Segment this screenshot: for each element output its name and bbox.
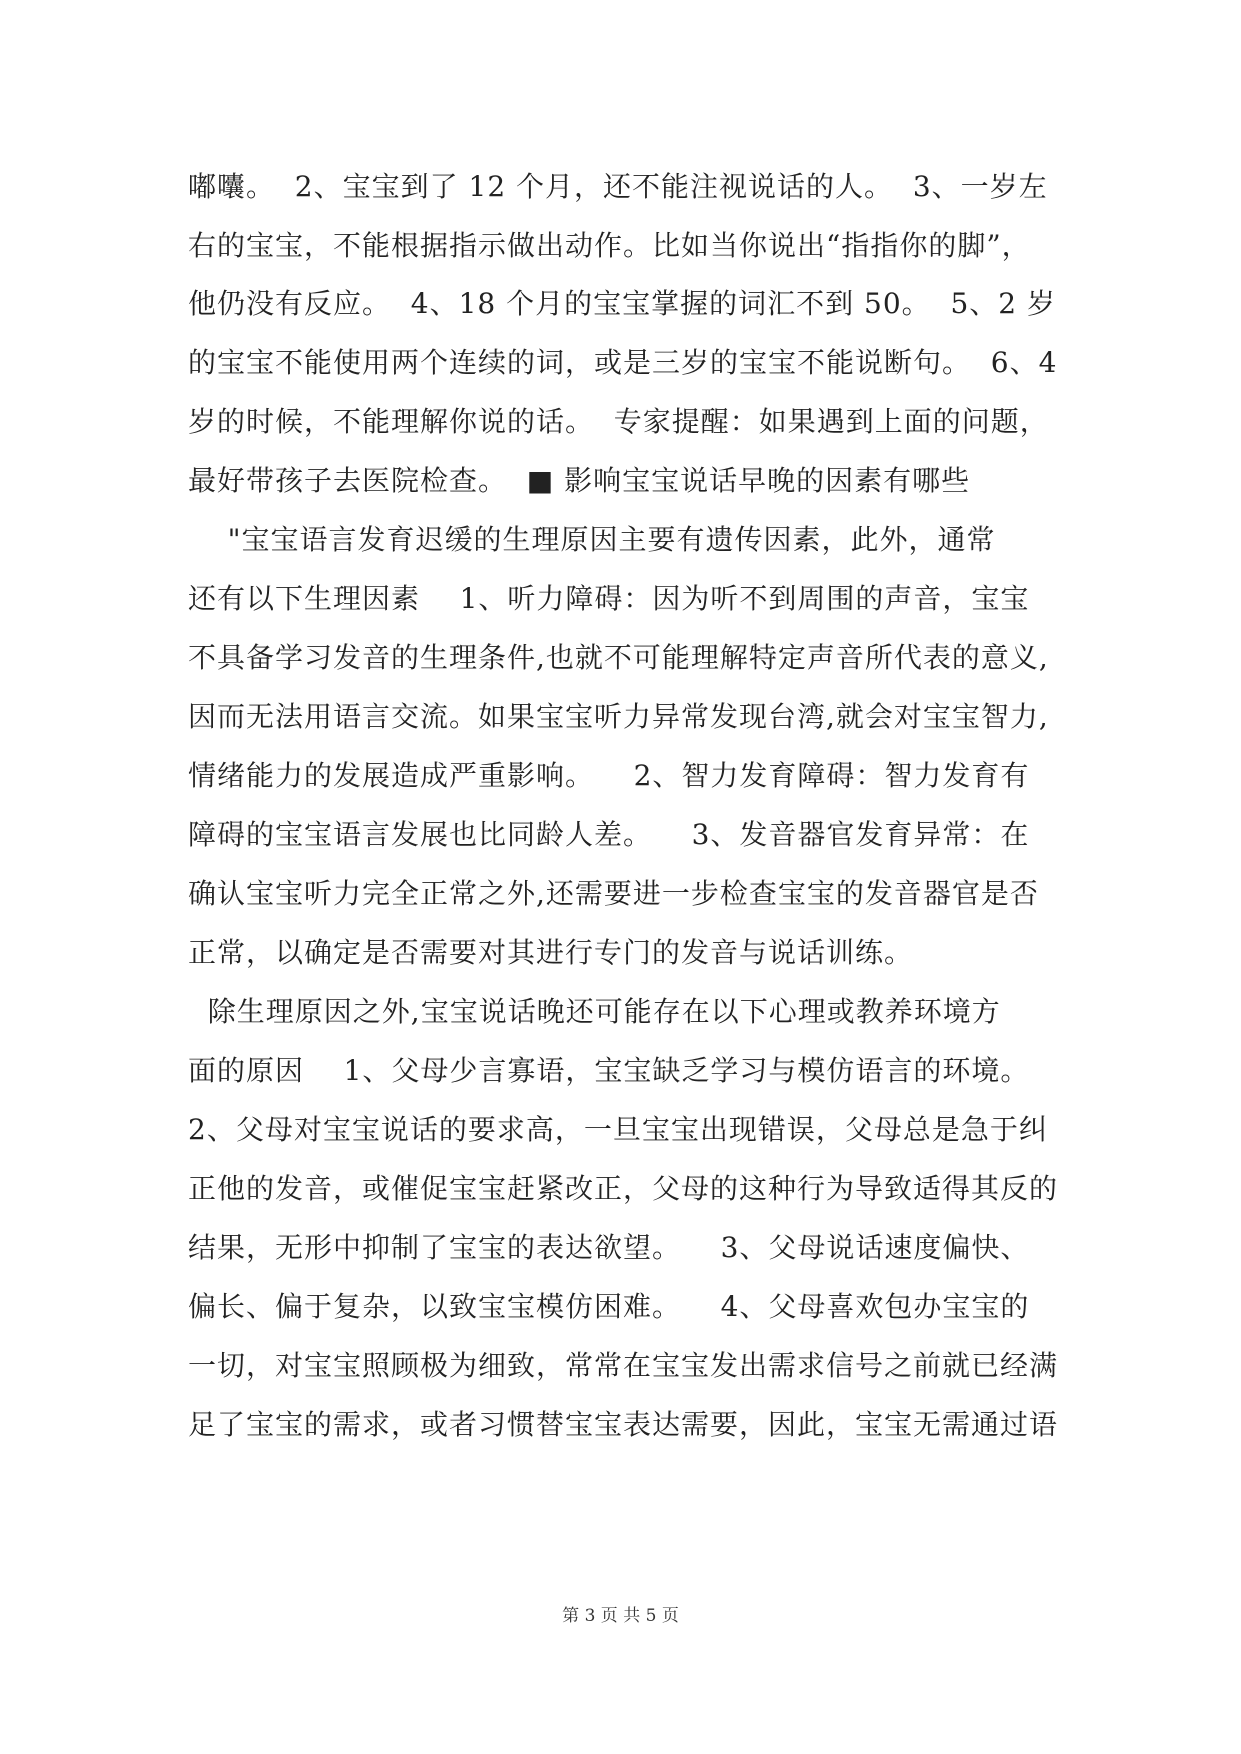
body-text-line: 正他的发音，或催促宝宝赶紧改正，父母的这种行为导致适得其反的: [188, 1172, 1059, 1205]
body-text-line: 面的原因 1、父母少言寡语，宝宝缺乏学习与模仿语言的环境。: [188, 1054, 1030, 1087]
body-text-line: 的宝宝不能使用两个连续的词，或是三岁的宝宝不能说断句。 6、4: [188, 346, 1058, 379]
section-heading-line: 最好带孩子去医院检查。 ■ 影响宝宝说话早晚的因素有哪些: [188, 464, 971, 497]
body-text-line: 足了宝宝的需求，或者习惯替宝宝表达需要，因此，宝宝无需通过语: [188, 1408, 1059, 1441]
body-text-line: 除生理原因之外,宝宝说话晚还可能存在以下心理或教养环境方: [188, 995, 1001, 1028]
body-text-line: 情绪能力的发展造成严重影响。 2、智力发育障碍：智力发育有: [188, 759, 1030, 792]
body-text-line: 嘟囔。 2、宝宝到了 12 个月，还不能注视说话的人。 3、一岁左: [188, 170, 1048, 203]
body-text-line: 不具备学习发音的生理条件,也就不可能理解特定声音所代表的意义,: [188, 641, 1049, 674]
body-text-line: 偏长、偏于复杂，以致宝宝模仿困难。 4、父母喜欢包办宝宝的: [188, 1290, 1030, 1323]
body-text-line: 还有以下生理因素 1、听力障碍：因为听不到周围的声音，宝宝: [188, 582, 1030, 615]
body-text-line: 障碍的宝宝语言发展也比同龄人差。 3、发音器官发育异常：在: [188, 818, 1030, 851]
body-text-line: 确认宝宝听力完全正常之外,还需要进一步检查宝宝的发音器官是否: [188, 877, 1039, 910]
body-text-line: 一切，对宝宝照顾极为细致，常常在宝宝发出需求信号之前就已经满: [188, 1349, 1059, 1382]
body-text-line: 岁的时候，不能理解你说的话。 专家提醒：如果遇到上面的问题，: [188, 405, 1049, 438]
body-text-line: 右的宝宝，不能根据指示做出动作。比如当你说出“指指你的脚”，: [188, 229, 1031, 262]
body-text-line: 正常，以确定是否需要对其进行专门的发音与说话训练。: [188, 936, 914, 969]
page-number-footer: 第 3 页 共 5 页: [562, 1606, 679, 1626]
body-text-line: 结果，无形中抑制了宝宝的表达欲望。 3、父母说话速度偏快、: [188, 1231, 1030, 1264]
body-text-line: 他仍没有反应。 4、18 个月的宝宝掌握的词汇不到 50。 5、2 岁: [188, 287, 1057, 320]
body-text-line: "宝宝语言发育迟缓的生理原因主要有遗传因素，此外，通常: [188, 523, 996, 556]
body-text-line: 因而无法用语言交流。如果宝宝听力异常发现台湾,就会对宝宝智力,: [188, 700, 1049, 733]
body-text-line: 2、父母对宝宝说话的要求高，一旦宝宝出现错误，父母总是急于纠: [188, 1113, 1048, 1146]
